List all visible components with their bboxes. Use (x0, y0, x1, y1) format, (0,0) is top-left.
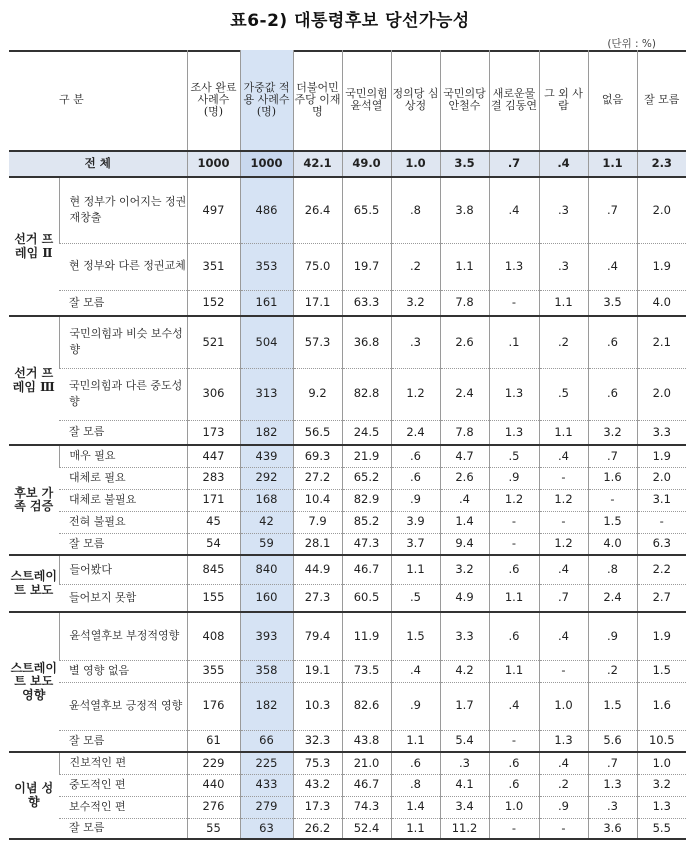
header-row (9, 50, 686, 151)
row-label: 매우 필요 (59, 445, 187, 467)
row-value: 486 (240, 177, 293, 243)
row-value: 24.5 (342, 420, 391, 445)
column-header: 더불어민주당 이재명 (293, 50, 342, 151)
total-value: 1.0 (391, 151, 440, 177)
row-value: 1.2 (391, 368, 440, 420)
table-row (9, 612, 686, 660)
row-label: 잘 모름 (59, 730, 187, 752)
total-value: 1.1 (588, 151, 637, 177)
row-value: 1.1 (440, 243, 489, 290)
table-row (9, 818, 686, 839)
row-value: .1 (489, 316, 539, 368)
row-value: 5.4 (440, 730, 489, 752)
table-row (9, 445, 686, 467)
total-value: 49.0 (342, 151, 391, 177)
row-value: 65.2 (342, 467, 391, 489)
table-row (9, 774, 686, 796)
row-value: 4.9 (440, 584, 489, 612)
row-value: - (489, 730, 539, 752)
table-row (9, 796, 686, 818)
row-value: .4 (440, 489, 489, 511)
row-value: 1.7 (440, 682, 489, 730)
row-value: .4 (539, 555, 588, 584)
row-value: 283 (187, 467, 240, 489)
row-value: .2 (588, 660, 637, 682)
row-value: 521 (187, 316, 240, 368)
row-value: 3.4 (440, 796, 489, 818)
row-value: 4.1 (440, 774, 489, 796)
row-label: 대체로 불필요 (59, 489, 187, 511)
row-value: 36.8 (342, 316, 391, 368)
row-value: 1.9 (637, 612, 686, 660)
row-value: .7 (588, 752, 637, 774)
row-value: 1.3 (489, 368, 539, 420)
table-row (9, 467, 686, 489)
row-value: 3.9 (391, 511, 440, 533)
column-header: 가중값 적용 사례수 (명) (240, 50, 293, 151)
row-value: 155 (187, 584, 240, 612)
unit-label: (단위 : %) (607, 38, 656, 50)
row-label: 별 영향 없음 (59, 660, 187, 682)
row-value: 1.9 (637, 243, 686, 290)
row-value: .2 (539, 774, 588, 796)
row-value: 17.3 (293, 796, 342, 818)
row-label: 잘 모름 (59, 420, 187, 445)
row-value: .6 (391, 445, 440, 467)
row-value: 2.4 (440, 368, 489, 420)
row-value: 2.6 (440, 316, 489, 368)
total-value: .7 (489, 151, 539, 177)
row-value: 42 (240, 511, 293, 533)
total-value: .4 (539, 151, 588, 177)
row-value: 11.9 (342, 612, 391, 660)
row-value: 292 (240, 467, 293, 489)
column-header: 잘 모름 (637, 50, 686, 151)
table-row (9, 752, 686, 774)
row-value: 43.2 (293, 774, 342, 796)
row-value: 313 (240, 368, 293, 420)
row-label: 잘 모름 (59, 818, 187, 839)
row-label: 들어봤다 (59, 555, 187, 584)
row-value: .5 (539, 368, 588, 420)
row-value: 3.5 (588, 290, 637, 316)
row-value: 306 (187, 368, 240, 420)
row-value: 1.2 (539, 533, 588, 555)
row-value: 1.0 (637, 752, 686, 774)
row-label: 진보적인 편 (59, 752, 187, 774)
table-row (9, 533, 686, 555)
row-value: 6.3 (637, 533, 686, 555)
row-value: .4 (539, 752, 588, 774)
table-row (9, 489, 686, 511)
row-value: 1.5 (588, 511, 637, 533)
row-value: 276 (187, 796, 240, 818)
row-value: 182 (240, 420, 293, 445)
header-gubun: 구 분 (9, 50, 187, 151)
row-value: 3.7 (391, 533, 440, 555)
total-row (9, 151, 686, 177)
row-value: 173 (187, 420, 240, 445)
table-row (9, 511, 686, 533)
row-value: 52.4 (342, 818, 391, 839)
row-value: - (637, 511, 686, 533)
row-value: 28.1 (293, 533, 342, 555)
row-value: 47.3 (342, 533, 391, 555)
total-value: 42.1 (293, 151, 342, 177)
row-value: 1.6 (588, 467, 637, 489)
row-value: .3 (391, 316, 440, 368)
row-value: 75.3 (293, 752, 342, 774)
column-header: 조사 완료 사례수 (명) (187, 50, 240, 151)
table-row (9, 660, 686, 682)
row-value: 1.6 (637, 682, 686, 730)
row-value: 10.4 (293, 489, 342, 511)
row-value: 176 (187, 682, 240, 730)
row-value: .9 (391, 682, 440, 730)
row-value: 10.3 (293, 682, 342, 730)
row-value: .9 (489, 467, 539, 489)
row-value: 75.0 (293, 243, 342, 290)
row-label: 전혀 불필요 (59, 511, 187, 533)
row-value: 17.1 (293, 290, 342, 316)
column-header: 정의당 심상정 (391, 50, 440, 151)
row-value: .7 (588, 177, 637, 243)
row-value: 433 (240, 774, 293, 796)
row-value: 1.2 (489, 489, 539, 511)
row-value: 225 (240, 752, 293, 774)
row-value: 32.3 (293, 730, 342, 752)
row-value: 1.0 (489, 796, 539, 818)
group-label: 후보 가족 검증 (9, 445, 59, 555)
row-value: 2.2 (637, 555, 686, 584)
row-value: 279 (240, 796, 293, 818)
row-value: .9 (539, 796, 588, 818)
row-value: 61 (187, 730, 240, 752)
row-value: 1.5 (391, 612, 440, 660)
row-value: 351 (187, 243, 240, 290)
row-value: 85.2 (342, 511, 391, 533)
table-row (9, 584, 686, 612)
total-label: 전 체 (9, 151, 187, 177)
row-value: .6 (489, 752, 539, 774)
row-value: - (539, 511, 588, 533)
row-value: 55 (187, 818, 240, 839)
row-value: 2.0 (637, 177, 686, 243)
table-row (9, 730, 686, 752)
row-value: .4 (588, 243, 637, 290)
row-value: 1.1 (489, 584, 539, 612)
row-value: 7.8 (440, 290, 489, 316)
table-row (9, 682, 686, 730)
row-value: .3 (440, 752, 489, 774)
table-title: 표6-2) 대통령후보 당선가능성 (230, 11, 470, 31)
row-value: .7 (588, 445, 637, 467)
row-value: 21.9 (342, 445, 391, 467)
row-value: .2 (391, 243, 440, 290)
row-value: 1.1 (539, 420, 588, 445)
row-label: 대체로 필요 (59, 467, 187, 489)
table-row (9, 290, 686, 316)
row-value: - (489, 533, 539, 555)
row-value: 1.2 (539, 489, 588, 511)
row-value: - (539, 818, 588, 839)
row-value: 393 (240, 612, 293, 660)
row-value: 4.2 (440, 660, 489, 682)
row-value: .6 (489, 774, 539, 796)
row-value: 26.2 (293, 818, 342, 839)
group-label: 스트레이트 보도 영향 (9, 612, 59, 752)
row-value: 358 (240, 660, 293, 682)
row-value: 1.3 (588, 774, 637, 796)
total-value: 1000 (187, 151, 240, 177)
row-value: 19.1 (293, 660, 342, 682)
row-value: 3.6 (588, 818, 637, 839)
row-value: 79.4 (293, 612, 342, 660)
row-value: 59 (240, 533, 293, 555)
row-label: 국민의힘과 다른 중도성향 (59, 368, 187, 420)
row-value: .4 (489, 177, 539, 243)
group-label: 선거 프레임 Ⅱ (9, 177, 59, 316)
group-label: 선거 프레임 Ⅲ (9, 316, 59, 445)
row-value: .6 (588, 316, 637, 368)
row-value: 54 (187, 533, 240, 555)
row-value: 3.2 (391, 290, 440, 316)
row-value: - (539, 467, 588, 489)
row-label: 현 정부와 다른 정권교체 (59, 243, 187, 290)
row-value: 497 (187, 177, 240, 243)
row-label: 중도적인 편 (59, 774, 187, 796)
row-value: 1.1 (539, 290, 588, 316)
row-value: 840 (240, 555, 293, 584)
column-header: 없음 (588, 50, 637, 151)
row-label: 들어보지 못함 (59, 584, 187, 612)
row-label: 윤석열후보 부정적영향 (59, 612, 187, 660)
row-label: 현 정부가 이어지는 정권재창출 (59, 177, 187, 243)
row-value: 229 (187, 752, 240, 774)
row-value: 845 (187, 555, 240, 584)
row-value: .4 (539, 445, 588, 467)
row-value: 27.3 (293, 584, 342, 612)
row-value: .7 (539, 584, 588, 612)
row-value: 504 (240, 316, 293, 368)
row-value: 3.8 (440, 177, 489, 243)
row-value: 3.3 (637, 420, 686, 445)
row-value: 82.9 (342, 489, 391, 511)
row-value: 19.7 (342, 243, 391, 290)
row-value: 26.4 (293, 177, 342, 243)
group-label: 스트레이트 보도 (9, 555, 59, 612)
row-value: 2.1 (637, 316, 686, 368)
row-value: - (489, 818, 539, 839)
row-value: 69.3 (293, 445, 342, 467)
row-value: 82.8 (342, 368, 391, 420)
row-value: 63 (240, 818, 293, 839)
row-value: .6 (391, 752, 440, 774)
row-value: 3.1 (637, 489, 686, 511)
row-value: 10.5 (637, 730, 686, 752)
row-value: 74.3 (342, 796, 391, 818)
row-label: 윤석열후보 긍정적 영향 (59, 682, 187, 730)
row-value: - (489, 511, 539, 533)
row-value: 63.3 (342, 290, 391, 316)
row-value: 1.4 (440, 511, 489, 533)
row-value: - (539, 660, 588, 682)
row-value: 182 (240, 682, 293, 730)
row-value: - (588, 489, 637, 511)
row-value: 3.2 (588, 420, 637, 445)
total-value: 1000 (240, 151, 293, 177)
row-value: .6 (391, 467, 440, 489)
row-value: .9 (391, 489, 440, 511)
row-value: 5.6 (588, 730, 637, 752)
row-value: 57.3 (293, 316, 342, 368)
row-value: 1.5 (588, 682, 637, 730)
row-value: 56.5 (293, 420, 342, 445)
row-value: .4 (539, 612, 588, 660)
row-value: .6 (489, 612, 539, 660)
row-value: 440 (187, 774, 240, 796)
total-value: 2.3 (637, 151, 686, 177)
row-value: .8 (391, 774, 440, 796)
row-value: 9.4 (440, 533, 489, 555)
column-header: 국민의당 안철수 (440, 50, 489, 151)
row-value: 2.0 (637, 467, 686, 489)
row-value: 43.8 (342, 730, 391, 752)
row-value: 1.3 (489, 243, 539, 290)
column-header: 그 외 사람 (539, 50, 588, 151)
row-value: 1.3 (489, 420, 539, 445)
row-value: .5 (489, 445, 539, 467)
row-value: 11.2 (440, 818, 489, 839)
row-value: 1.4 (391, 796, 440, 818)
row-value: 66 (240, 730, 293, 752)
row-value: 7.8 (440, 420, 489, 445)
row-value: 46.7 (342, 555, 391, 584)
row-value: - (489, 290, 539, 316)
row-value: 65.5 (342, 177, 391, 243)
total-value: 3.5 (440, 151, 489, 177)
row-value: 4.0 (637, 290, 686, 316)
results-table (9, 50, 686, 840)
row-value: 45 (187, 511, 240, 533)
column-header: 국민의힘 윤석열 (342, 50, 391, 151)
row-value: 73.5 (342, 660, 391, 682)
row-value: 2.4 (391, 420, 440, 445)
row-label: 국민의힘과 비슷 보수성향 (59, 316, 187, 368)
row-value: 1.5 (637, 660, 686, 682)
row-value: 27.2 (293, 467, 342, 489)
row-value: 439 (240, 445, 293, 467)
table-row (9, 368, 686, 420)
row-value: .2 (539, 316, 588, 368)
table-row (9, 177, 686, 243)
row-value: 3.2 (440, 555, 489, 584)
row-value: 1.9 (637, 445, 686, 467)
row-label: 잘 모름 (59, 533, 187, 555)
row-value: 60.5 (342, 584, 391, 612)
row-value: 5.5 (637, 818, 686, 839)
row-value: 160 (240, 584, 293, 612)
row-value: 21.0 (342, 752, 391, 774)
row-value: 152 (187, 290, 240, 316)
table-row (9, 555, 686, 584)
column-header: 새로운물결 김동연 (489, 50, 539, 151)
table-row (9, 420, 686, 445)
row-value: 3.2 (637, 774, 686, 796)
row-value: .8 (391, 177, 440, 243)
row-value: 408 (187, 612, 240, 660)
row-value: 2.0 (637, 368, 686, 420)
row-value: 2.6 (440, 467, 489, 489)
row-value: .5 (391, 584, 440, 612)
row-value: 1.1 (391, 555, 440, 584)
row-value: 46.7 (342, 774, 391, 796)
table-row (9, 316, 686, 368)
row-label: 보수적인 편 (59, 796, 187, 818)
row-value: .9 (588, 612, 637, 660)
group-label: 이념 성향 (9, 752, 59, 839)
row-value: .6 (588, 368, 637, 420)
row-value: 9.2 (293, 368, 342, 420)
row-value: 447 (187, 445, 240, 467)
row-value: .6 (489, 555, 539, 584)
row-value: 355 (187, 660, 240, 682)
row-value: 82.6 (342, 682, 391, 730)
row-value: 3.3 (440, 612, 489, 660)
row-value: 1.3 (539, 730, 588, 752)
row-value: 1.3 (637, 796, 686, 818)
row-value: 171 (187, 489, 240, 511)
row-value: .3 (539, 243, 588, 290)
row-value: 7.9 (293, 511, 342, 533)
row-value: .8 (588, 555, 637, 584)
row-value: 4.7 (440, 445, 489, 467)
row-value: .3 (539, 177, 588, 243)
row-value: .4 (391, 660, 440, 682)
row-value: 161 (240, 290, 293, 316)
row-value: 353 (240, 243, 293, 290)
row-value: .3 (588, 796, 637, 818)
row-value: 168 (240, 489, 293, 511)
row-value: .4 (489, 682, 539, 730)
row-value: 1.1 (391, 730, 440, 752)
row-value: 1.0 (539, 682, 588, 730)
row-value: 44.9 (293, 555, 342, 584)
row-value: 1.1 (489, 660, 539, 682)
row-value: 2.4 (588, 584, 637, 612)
row-value: 2.7 (637, 584, 686, 612)
row-value: 1.1 (391, 818, 440, 839)
row-label: 잘 모름 (59, 290, 187, 316)
row-value: 4.0 (588, 533, 637, 555)
table-row (9, 243, 686, 290)
